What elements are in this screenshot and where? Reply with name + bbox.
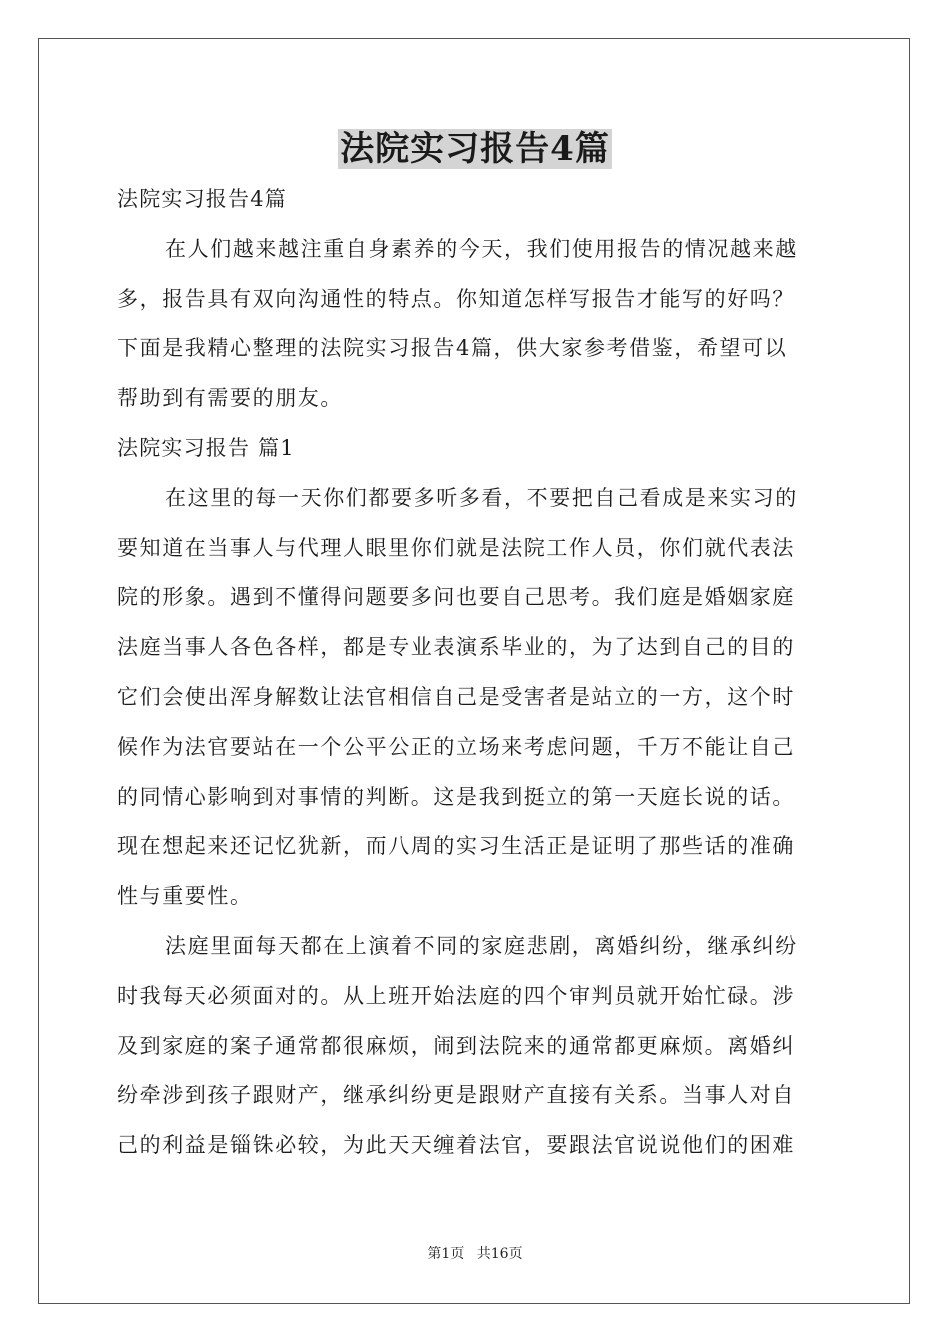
paragraph-line: 在人们越来越注重自身素养的今天，我们使用报告的情况越来越 [165, 236, 798, 261]
paragraph-line: 时我每天必须面对的。从上班开始法庭的四个审判员就开始忙碌。涉 [117, 983, 795, 1008]
total-pages: 共16页 [476, 1246, 523, 1262]
page-footer [0, 1244, 950, 1264]
paragraph-line: 院的形象。遇到不懂得问题要多问也要自己思考。我们庭是婚姻家庭 [117, 585, 795, 610]
paragraph-line: 在这里的每一天你们都要多听多看，不要把自己看成是来实习的 [165, 485, 798, 510]
paragraph-line: 性与重要性。 [117, 884, 253, 909]
paragraph-line: 己的利益是锱铢必较，为此天天缠着法官，要跟法官说说他们的困难 [117, 1133, 795, 1158]
paragraph-line: 法庭里面每天都在上演着不同的家庭悲剧，离婚纠纷，继承纠纷 [165, 933, 798, 958]
paragraph-line: 及到家庭的案子通常都很麻烦，闹到法院来的通常都更麻烦。离婚纠 [117, 1033, 795, 1058]
paragraph-line: 帮助到有需要的朋友。 [117, 386, 343, 411]
paragraph-line: 现在想起来还记忆犹新，而八周的实习生活正是证明了那些话的准确 [117, 834, 795, 859]
paragraph-line: 的同情心影响到对事情的判断。这是我到挺立的第一天庭长说的话。 [117, 784, 795, 809]
paragraph-line: 它们会使出浑身解数让法官相信自己是受害者是站立的一方，这个时 [117, 684, 795, 709]
paragraph-line: 法庭当事人各色各样，都是专业表演系毕业的，为了达到自己的目的 [117, 635, 795, 660]
document-title [0, 126, 950, 172]
paragraph-line: 要知道在当事人与代理人眼里你们就是法院工作人员，你们就代表法 [117, 535, 795, 560]
document-title-text: 法院实习报告4篇 [340, 129, 610, 169]
paragraph-line: 候作为法官要站在一个公平公正的立场来考虑问题，千万不能让自己 [117, 734, 795, 759]
paragraph-line: 多，报告具有双向沟通性的特点。你知道怎样写报告才能写的好吗？ [117, 286, 795, 311]
page-number: 第1页 [427, 1246, 465, 1262]
paragraph-line: 纷牵涉到孩子跟财产，继承纠纷更是跟财产直接有关系。当事人对自 [117, 1083, 795, 1108]
section-heading: 法院实习报告 篇1 [117, 435, 295, 460]
subtitle-line: 法院实习报告4篇 [117, 187, 287, 211]
document-body [117, 175, 833, 1171]
paragraph-line: 下面是我精心整理的法院实习报告4篇，供大家参考借鉴，希望可以 [117, 336, 788, 361]
